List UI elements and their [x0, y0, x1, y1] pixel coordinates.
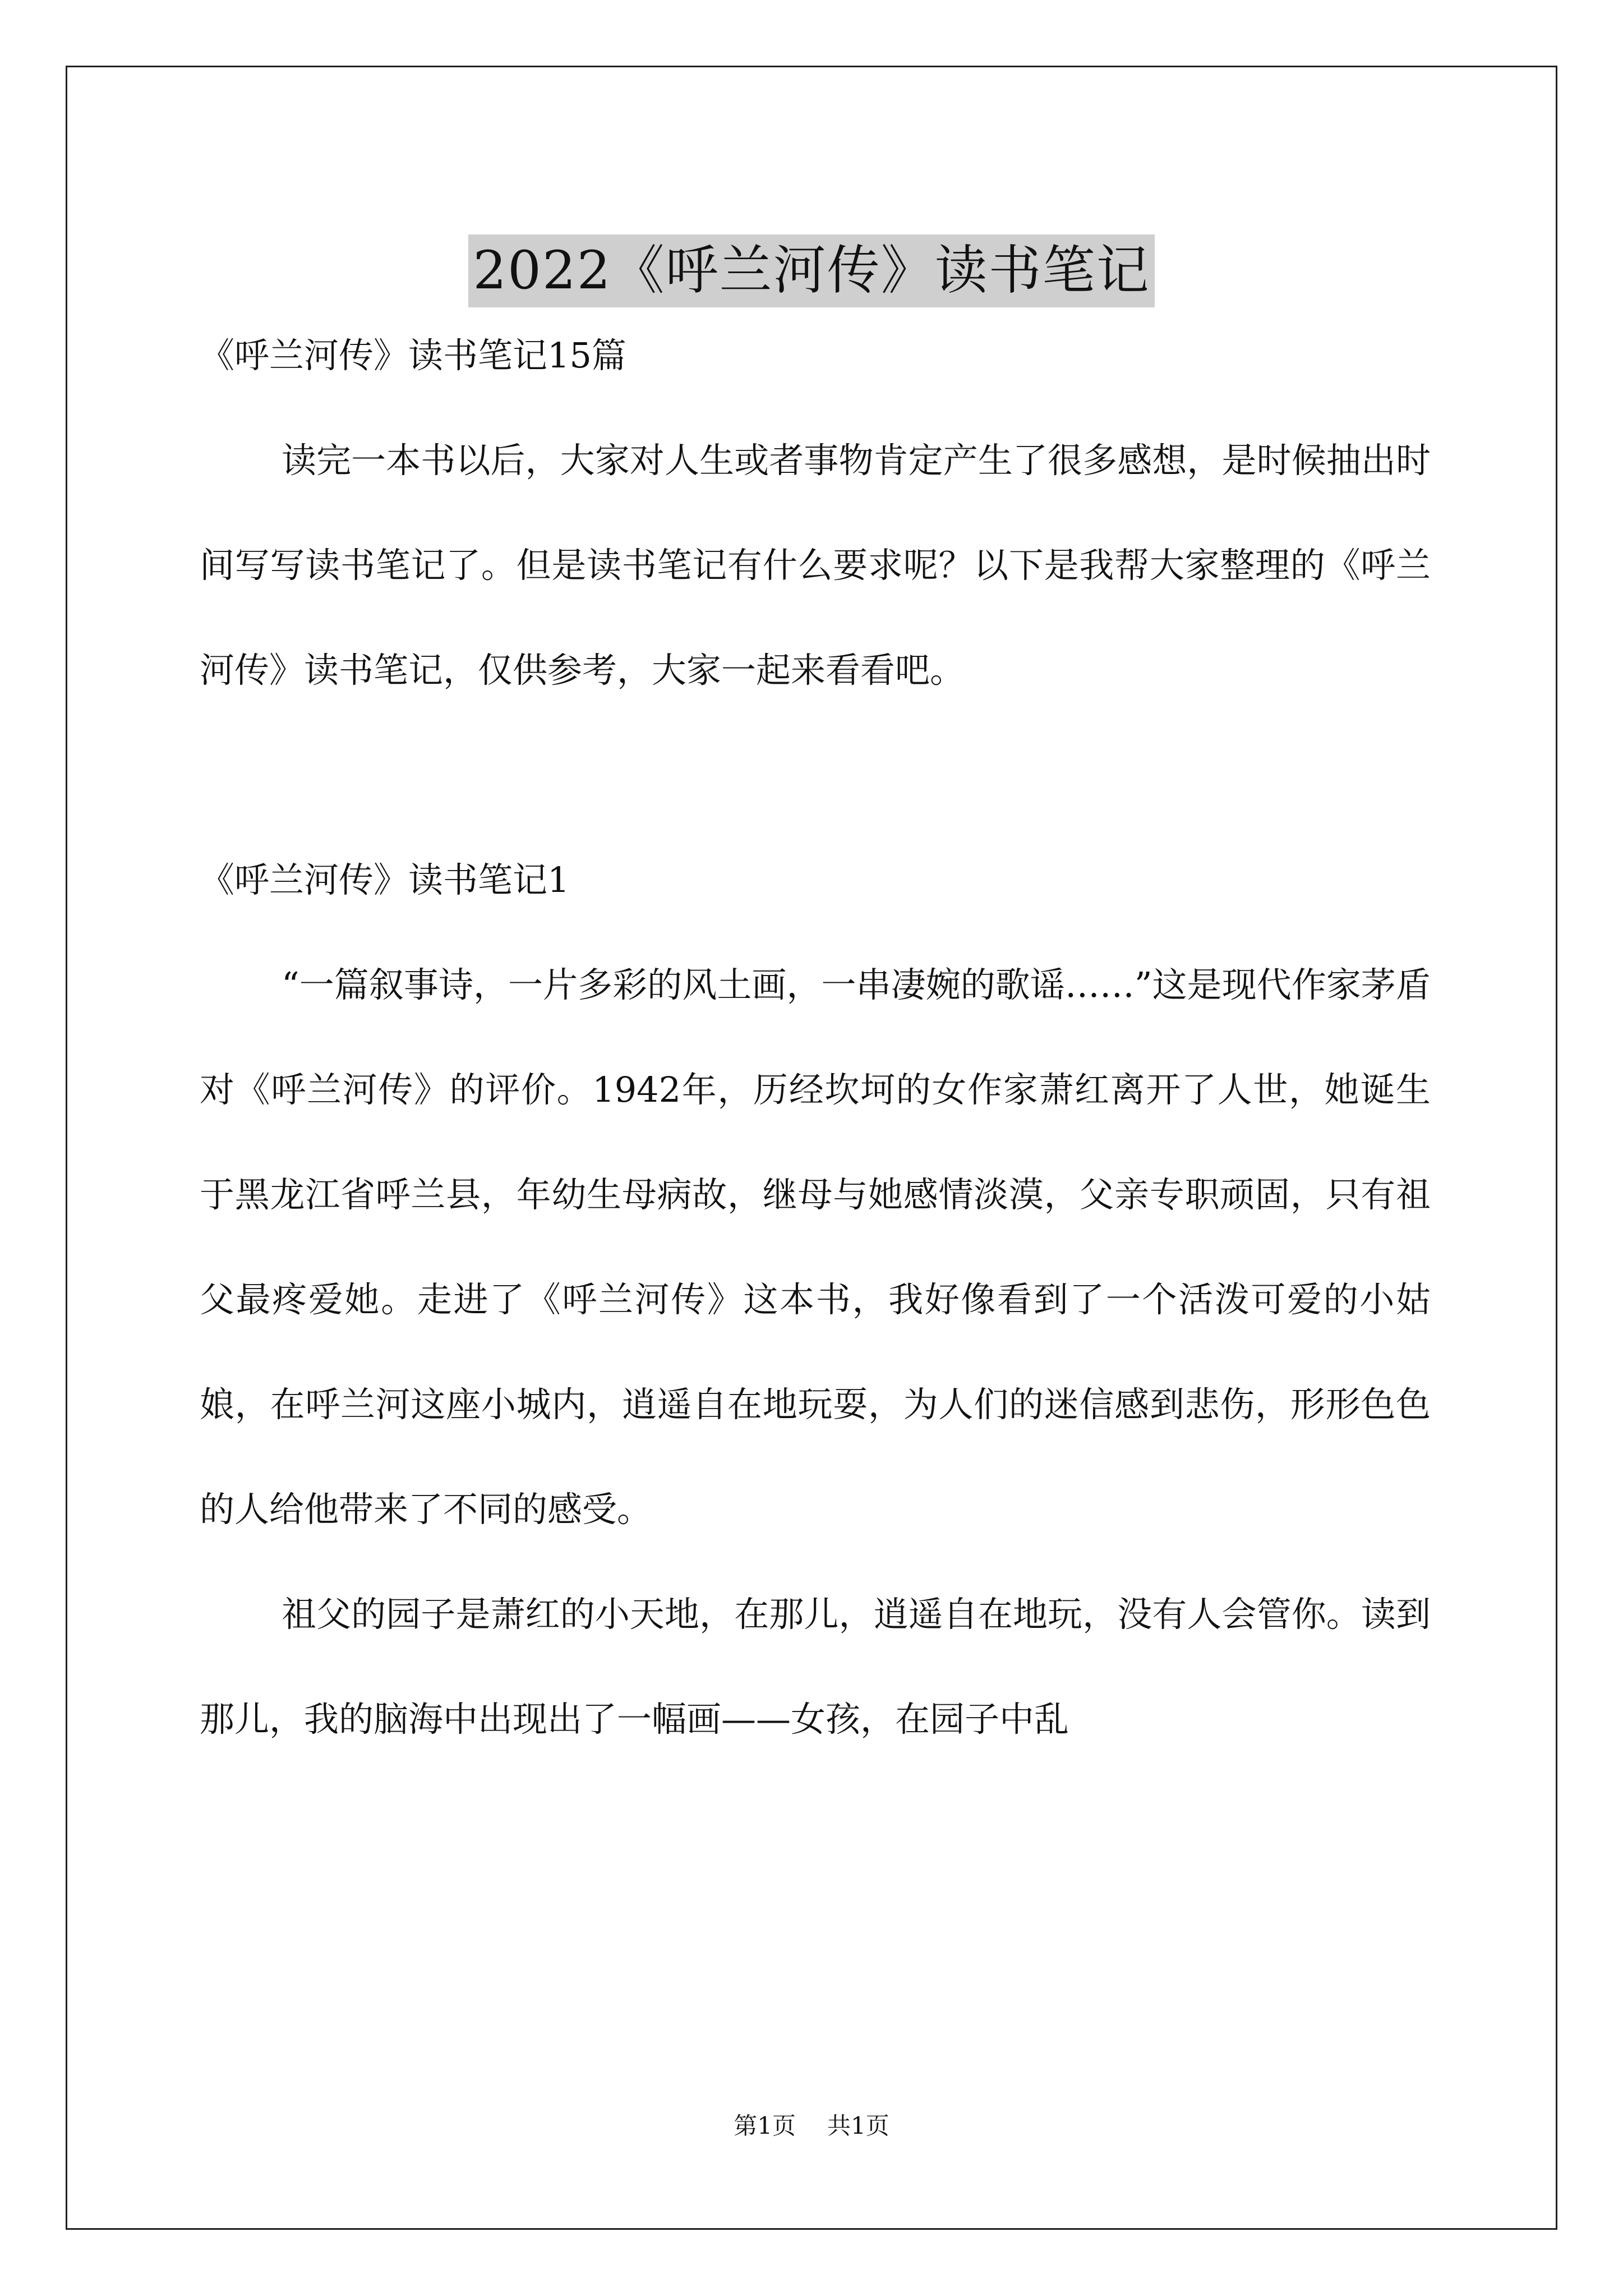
section-heading: 《呼兰河传》读书笔记1	[200, 859, 570, 900]
page-total: 共1页	[827, 2112, 889, 2139]
body-paragraph: “一篇叙事诗，一片多彩的风土画，一串凄婉的歌谣……”这是现代作家茅盾对《呼兰河传》的评价。1942年，历经坎坷的女作家萧红离开了人世，她诞生于黑龙江省呼兰县，年幼生母病故，继母与她感情淡漠，父亲专职顽固，只有祖父最疼爱她。走进了《呼兰河传》这本书，我好像看到了一个活泼可爱的小姑娘，在呼兰河这座小城内，逍遥自在地玩耍，为人们的迷信感到悲伤，形形色色的人给他带来了不同的感受。	[200, 964, 1431, 1530]
subtitle: 《呼兰河传》读书笔记15篇	[200, 335, 626, 376]
page-number: 第1页	[734, 2112, 796, 2139]
intro-paragraph: 读完一本书以后，大家对人生或者事物肯定产生了很多感想，是时候抽出时间写写读书笔记了。但是读书笔记有什么要求呢？以下是我帮大家整理的《呼兰河传》读书笔记，仅供参考，大家一起来看看吧。	[200, 440, 1431, 691]
page-footer	[0, 2109, 1623, 2143]
document-body	[200, 303, 1431, 1772]
body-paragraph: 祖父的园子是萧红的小天地，在那儿，逍遥自在地玩，没有人会管你。读到那儿，我的脑海中出现出了一幅画——女孩，在园子中乱	[200, 1594, 1431, 1740]
document-title: 2022《呼兰河传》读书笔记	[468, 234, 1154, 307]
